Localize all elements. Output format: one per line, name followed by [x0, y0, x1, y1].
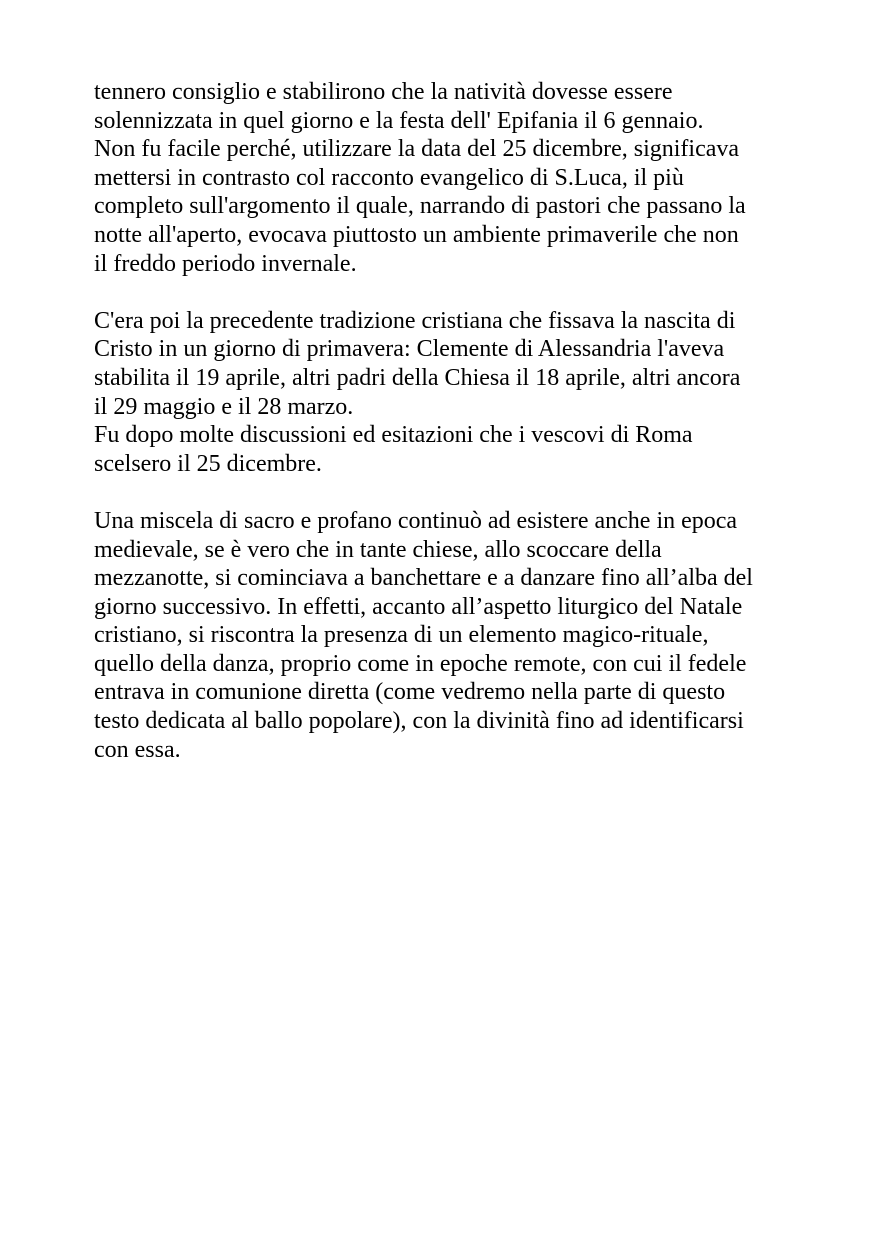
text-line: solennizzata in quel giorno e la festa dell' Epifania il 6 gennaio. — [94, 107, 704, 134]
text-line: entrava in comunione diretta (come vedremo nella parte di questo — [94, 679, 726, 706]
text-line: notte all'aperto, evocava piuttosto un ambiente primaverile che non — [94, 221, 739, 248]
text-line: il freddo periodo invernale. — [94, 250, 357, 277]
text-line: giorno successivo. In effetti, accanto all’aspetto liturgico del Natale — [94, 593, 743, 620]
text-line: testo dedicata al ballo popolare), con la divinità fino ad identificarsi — [94, 708, 744, 735]
text-line: mettersi in contrasto col racconto evangelico di S.Luca, il più — [94, 164, 684, 191]
text-line: mezzanotte, si cominciava a banchettare e a danzare fino all’alba del — [94, 565, 753, 592]
text-line: medievale, se è vero che in tante chiese, allo scoccare della — [94, 536, 662, 563]
paragraph — [94, 507, 797, 764]
text-line: Fu dopo molte discussioni ed esitazioni che i vescovi di Roma — [94, 422, 693, 449]
text-line: Non fu facile perché, utilizzare la data del 25 dicembre, significava — [94, 136, 740, 163]
text-line: Una miscela di sacro e profano continuò ad esistere anche in epoca — [94, 507, 738, 534]
text-line: tennero consiglio e stabilirono che la natività dovesse essere — [94, 79, 673, 105]
text-line: quello della danza, proprio come in epoche remote, con cui il fedele — [94, 650, 747, 677]
text-line: stabilita il 19 aprile, altri padri della Chiesa il 18 aprile, altri ancora — [94, 364, 741, 391]
text-line: scelsero il 25 dicembre. — [94, 450, 322, 477]
text-line: Cristo in un giorno di primavera: Clemente di Alessandria l'aveva — [94, 336, 725, 363]
text-line: il 29 maggio e il 28 marzo. — [94, 393, 354, 420]
text-line: cristiano, si riscontra la presenza di un elemento magico-rituale, — [94, 622, 709, 649]
paragraph — [94, 307, 797, 479]
text-line: con essa. — [94, 736, 181, 763]
text-line: C'era poi la precedente tradizione cristiana che fissava la nascita di — [94, 307, 736, 334]
text-line: completo sull'argomento il quale, narrando di pastori che passano la — [94, 193, 746, 220]
paragraph — [94, 78, 797, 278]
